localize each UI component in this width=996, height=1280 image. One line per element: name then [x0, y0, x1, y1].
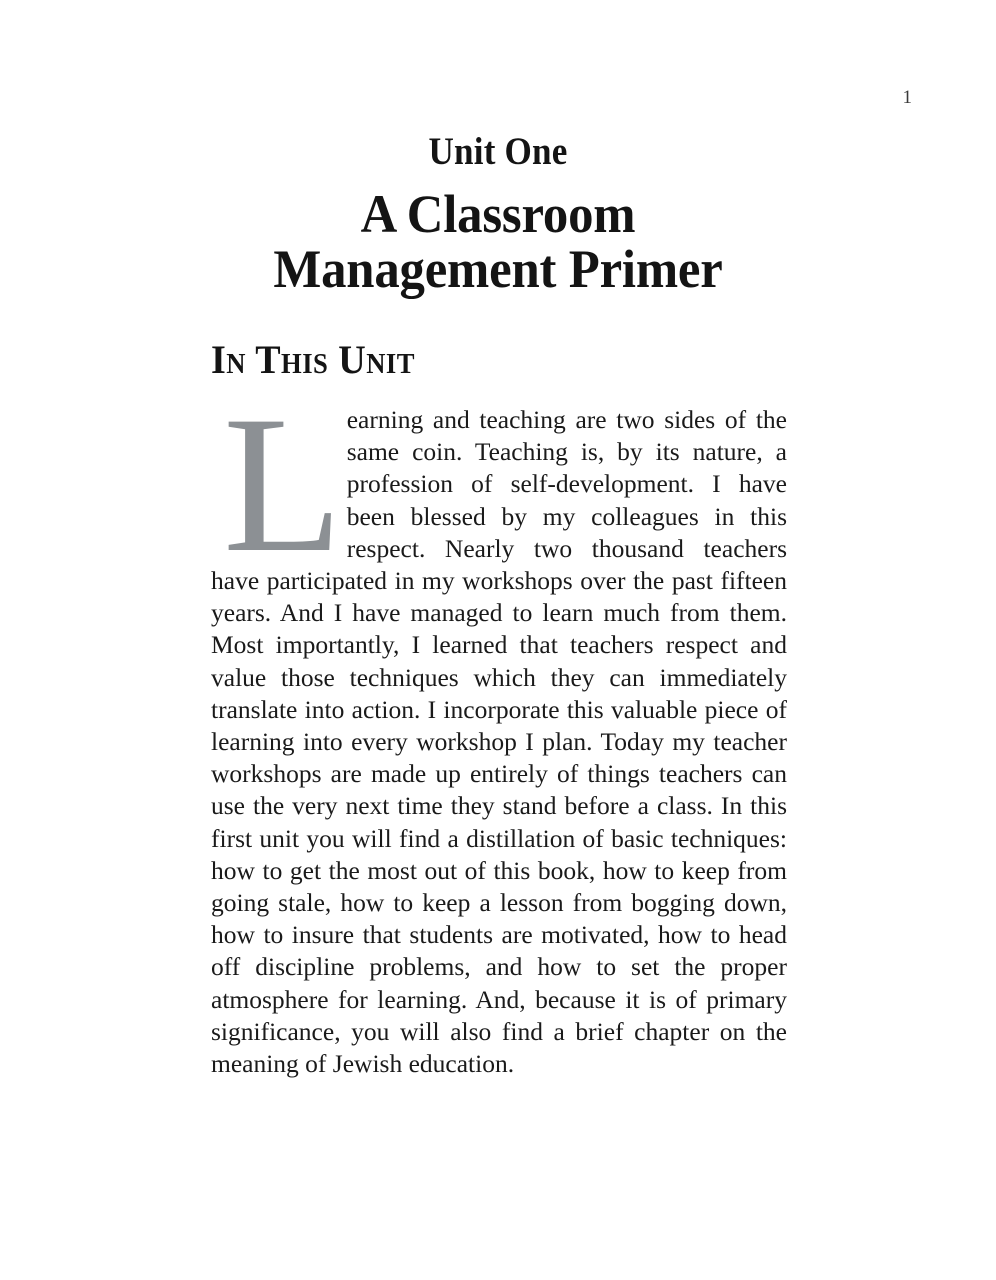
body-paragraph [211, 376, 787, 1080]
page-number: 1 [902, 87, 912, 108]
page-title [30, 183, 966, 300]
unit-label: Unit One [428, 130, 568, 173]
body-column [211, 376, 787, 1080]
drop-cap-letter: L [223, 376, 343, 593]
page-title-line-2: Management Primer [273, 239, 723, 300]
body-paragraph-text: earning and teaching are two sides of the same coin. Teaching is, by its nature, a profession of self-development. I have been blessed by my colleagues in this respect. Nearly two thousand teachers have participated in my workshops over the past fifteen years. And I have managed to learn much from them. Most importantly, I learned that teachers respect and value those techniques which they can immediately translate into action. I incorporate this valuable piece of learning into every workshop I plan. Today my teacher workshops are made up entirely of things teachers can use the very next time they stand before a class. In this first unit you will find a distillation of basic techniques: how to get the most out of this book, how to keep from going stale, how to keep a lesson from bogging down, how to insure that students are motivated, how to head off discipline problems, and how to set the proper atmosphere for learning. And, because it is of primary significance, you will also find a brief chapter on the meaning of Jewish education. [211, 405, 787, 1079]
title-block [0, 130, 996, 300]
section-heading-in-this-unit: In This Unit [211, 337, 415, 382]
page-title-line-1: A Classroom [360, 183, 636, 244]
